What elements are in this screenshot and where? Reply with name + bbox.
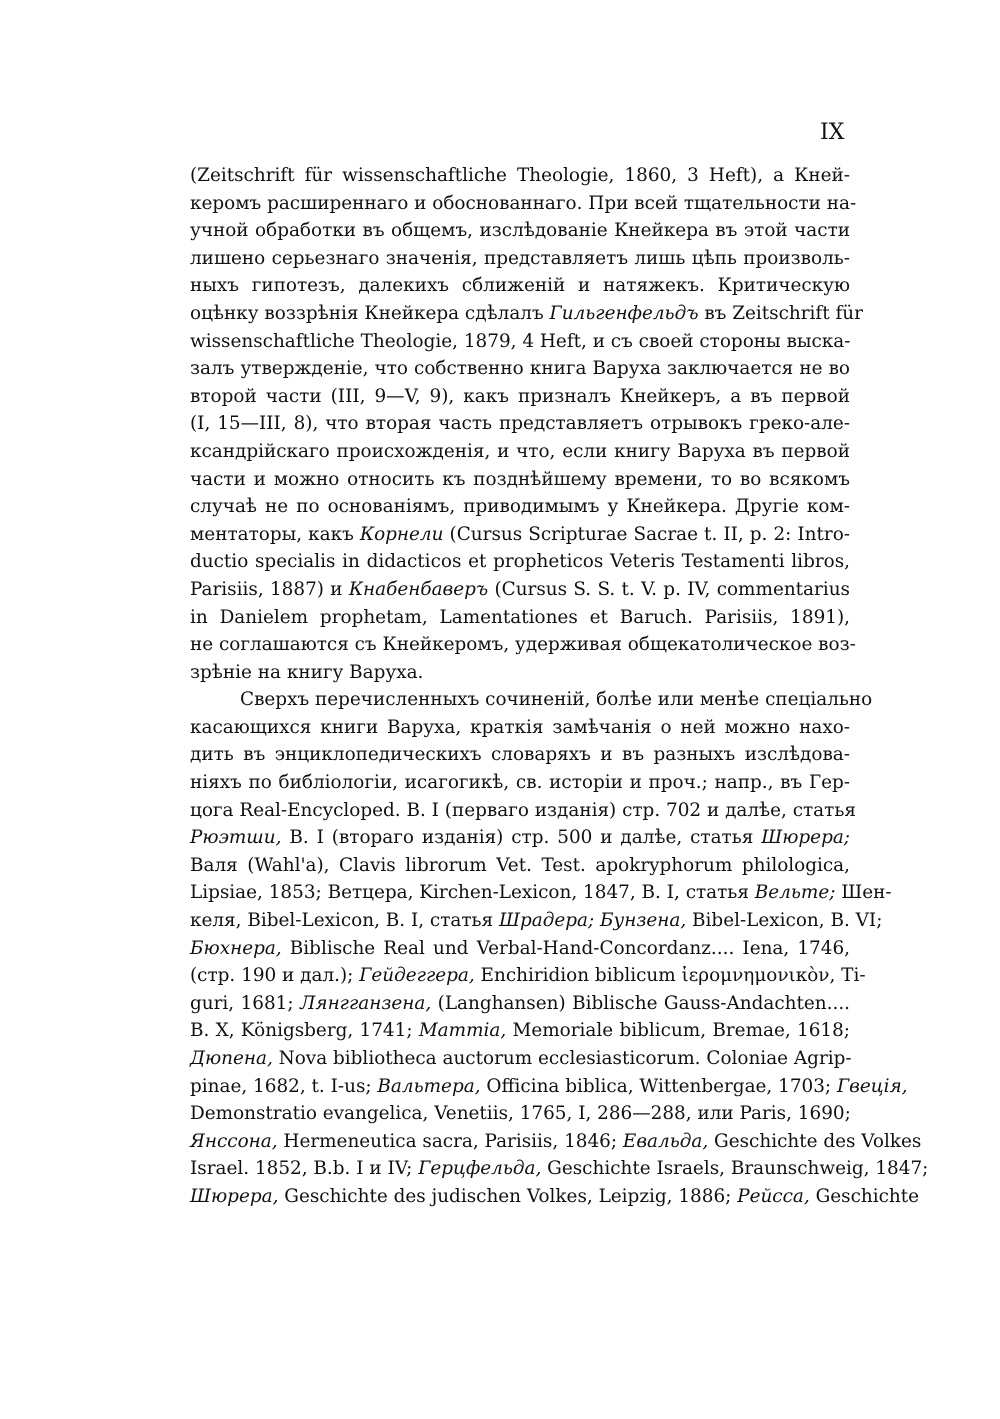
text-run: Bibel-Lexicon, B. VI; (686, 910, 883, 932)
text-line (190, 604, 850, 632)
italic-name: Корнели (359, 523, 444, 545)
text-run: учной обработки въ общемъ, изслѣдованіе Кнейкера въ этой части (190, 220, 850, 242)
text-run: guri, 1681; (190, 992, 301, 1014)
text-run: ніяхъ по библіологіи, исагогикѣ, св. исторіи и проч.; напр., въ Гер- (190, 772, 850, 794)
text-run: Memoriale biblicum, Bremae, 1618; (506, 1020, 850, 1042)
text-line (190, 714, 850, 742)
text-run: Шен- (835, 882, 892, 904)
text-run: (Cursus Scripturae Sacrae t. II, p. 2: Intro- (443, 523, 850, 545)
text-run: лишено серьезнаго значенія, представляетъ лишь цѣпь произволь- (190, 247, 850, 269)
paragraph (190, 162, 863, 686)
text-line (190, 548, 850, 576)
text-line (190, 990, 850, 1018)
italic-name: Евальда, (622, 1130, 709, 1152)
italic-name: Герцфельда, (418, 1158, 542, 1180)
text-run: Lipsiae, 1853; Ветцера, Kirchen-Lexicon, 1847, B. I, статья (190, 882, 755, 904)
text-line (190, 162, 850, 190)
text-run: in Danielem prophetam, Lamentationes et Baruch. Parisiis, 1891), (190, 606, 850, 628)
text-run: Hermeneutica sacra, Parisiis, 1846; (277, 1130, 623, 1152)
text-run: (I, 15—III, 8), что вторая часть представляетъ отрывокъ греко-але- (190, 413, 850, 435)
text-line (190, 1073, 908, 1101)
text-line (190, 328, 850, 356)
text-line (190, 1100, 850, 1128)
text-run: келя, Bibel-Lexicon, B. I, статья (190, 910, 499, 932)
text-line (190, 1017, 850, 1045)
text-run: (Zeitschrift für wissenschaftliche Theologie, 1860, 3 Heft), а Кней- (190, 165, 850, 186)
text-run: цога Real-Encycloped. B. I (перваго изданія) стр. 702 и далѣе, статья (190, 799, 856, 821)
italic-name: Вальтера, (377, 1075, 481, 1097)
italic-name: Гильгенфельдъ (549, 302, 699, 324)
text-line (190, 1128, 922, 1156)
italic-name: Рейсса, (737, 1185, 810, 1207)
text-run: залъ утвержденіе, что собственно книга Варуха заключается не во (190, 358, 850, 380)
italic-name: Гвеція, (836, 1075, 908, 1097)
text-line (190, 300, 863, 328)
italic-name: Рюэтши, (190, 827, 282, 849)
text-run: pinae, 1682, t. I-us; (190, 1075, 378, 1097)
text-run: ксандрійскаго происхожденія, и что, если книгу Варуха въ первой (190, 440, 850, 462)
italic-name: Бюхнера, (190, 937, 282, 959)
italic-name: Гейдеггера, (359, 965, 475, 987)
italic-name: Лянгганзена, (300, 992, 432, 1014)
text-line (190, 824, 850, 852)
italic-name: Кнабенбаверъ (348, 578, 489, 600)
text-run: случаѣ не по основаніямъ, приводимымъ у Кнейкера. Другіе ком- (190, 496, 850, 518)
text-run: ныхъ гипотезъ, далекихъ сближеній и натяжекъ. Критическую (190, 275, 850, 297)
text-line (190, 935, 850, 963)
text-line (190, 383, 850, 411)
paragraph (190, 686, 929, 1210)
italic-name: Шюрера; (761, 827, 850, 849)
text-line (190, 1155, 929, 1183)
text-run: Geschichte des judischen Volkes, Leipzig, 1886; (278, 1185, 738, 1207)
text-line (190, 1045, 850, 1073)
text-run: керомъ расширеннаго и обоснованнаго. При всей тщательности на- (190, 192, 857, 214)
text-line (190, 686, 873, 714)
text-run: Biblische Real und Verbal-Hand-Concordanz.... Iena, 1746, (281, 937, 850, 959)
text-line (190, 741, 850, 769)
text-line (190, 410, 850, 438)
text-run: Сверхъ перечисленныхъ сочиненій, болѣе или менѣе спеціально (240, 689, 873, 711)
text-line (190, 355, 850, 383)
text-run: касающихся книги Варуха, краткія замѣчанія о ней можно нахо- (190, 716, 850, 738)
text-run: ductio specialis in didacticos et propheticos Veteris Testamenti libros, (190, 551, 850, 573)
text-line (190, 466, 850, 494)
text-line (190, 852, 850, 880)
text-line (190, 493, 850, 521)
text-run: B. X, Königsberg, 1741; (190, 1020, 419, 1042)
text-line (190, 438, 850, 466)
text-run: Geschichte Israels, Braunschweig, 1847; (541, 1158, 929, 1180)
text-run: Officina biblica, Wittenbergae, 1703; (480, 1075, 837, 1097)
text-line (190, 217, 850, 245)
text-line (190, 962, 866, 990)
text-run: Enchiridion biblicum ἱερομνημονικὸν, Ti- (474, 965, 866, 987)
body-text (190, 162, 929, 1211)
text-run: части и можно относить къ позднѣйшему времени, то во всякомъ (190, 468, 850, 490)
text-run: не соглашаются съ Кнейкеромъ, удерживая общекатолическое воз- (190, 634, 856, 656)
italic-name: Шрадера; Бунзена, (499, 910, 687, 932)
text-line (190, 1183, 920, 1211)
text-line (190, 907, 883, 935)
text-run: Geschichte des Volkes (708, 1130, 922, 1152)
text-run: второй части (III, 9—V, 9), какъ призналъ Кнейкеръ, а въ первой (190, 385, 850, 407)
text-line (190, 659, 850, 687)
text-run: Parisiis, 1887) и (190, 578, 349, 600)
text-run: Israel. 1852, B.b. I и IV; (190, 1158, 419, 1180)
text-run: Geschichte (809, 1185, 920, 1207)
text-run: зрѣніе на книгу Варуха. (190, 661, 424, 683)
text-line (190, 521, 850, 549)
text-run: Валя (Wahl'a), Clavis librorum Vet. Test. apokryphorum philologica, (190, 854, 850, 876)
italic-name: Mammia, (418, 1020, 507, 1042)
text-run: въ Zeitschrift für (698, 302, 863, 324)
italic-name: Янссона, (190, 1130, 278, 1152)
italic-name: Шюрера, (190, 1185, 279, 1207)
text-line (190, 190, 857, 218)
text-run: (стр. 190 и дал.); (190, 965, 360, 987)
text-line (190, 245, 850, 273)
text-line (190, 272, 850, 300)
text-run: дить въ энциклопедическихъ словаряхъ и въ разныхъ изслѣдова- (190, 744, 850, 766)
text-run: оцѣнку воззрѣнія Кнейкера сдѣлалъ (190, 302, 550, 324)
text-run: (Langhansen) Biblische Gauss-Andachten.... (431, 992, 851, 1014)
text-line (190, 769, 850, 797)
text-line (190, 576, 850, 604)
text-line (190, 631, 856, 659)
text-run: B. I (втораго изданія) стр. 500 и далѣе, статья (281, 827, 762, 849)
text-line (190, 797, 856, 825)
text-run: Demonstratio evangelica, Venetiis, 1765, I, 286—288, или Paris, 1690; (190, 1103, 851, 1125)
page-number: IX (820, 120, 845, 145)
text-run: (Cursus S. S. t. V. p. IV, commentarius (488, 578, 850, 600)
text-run: Nova bibliotheca auctorum ecclesiasticorum. Coloniae Agrip- (272, 1048, 852, 1069)
italic-name: Вельте; (754, 882, 836, 904)
text-run: ментаторы, какъ (190, 523, 360, 545)
text-run: wissenschaftliche Theologie, 1879, 4 Heft, и съ своей стороны выска- (190, 330, 851, 352)
text-line (190, 879, 892, 907)
italic-name: Дюпена, (190, 1048, 273, 1069)
